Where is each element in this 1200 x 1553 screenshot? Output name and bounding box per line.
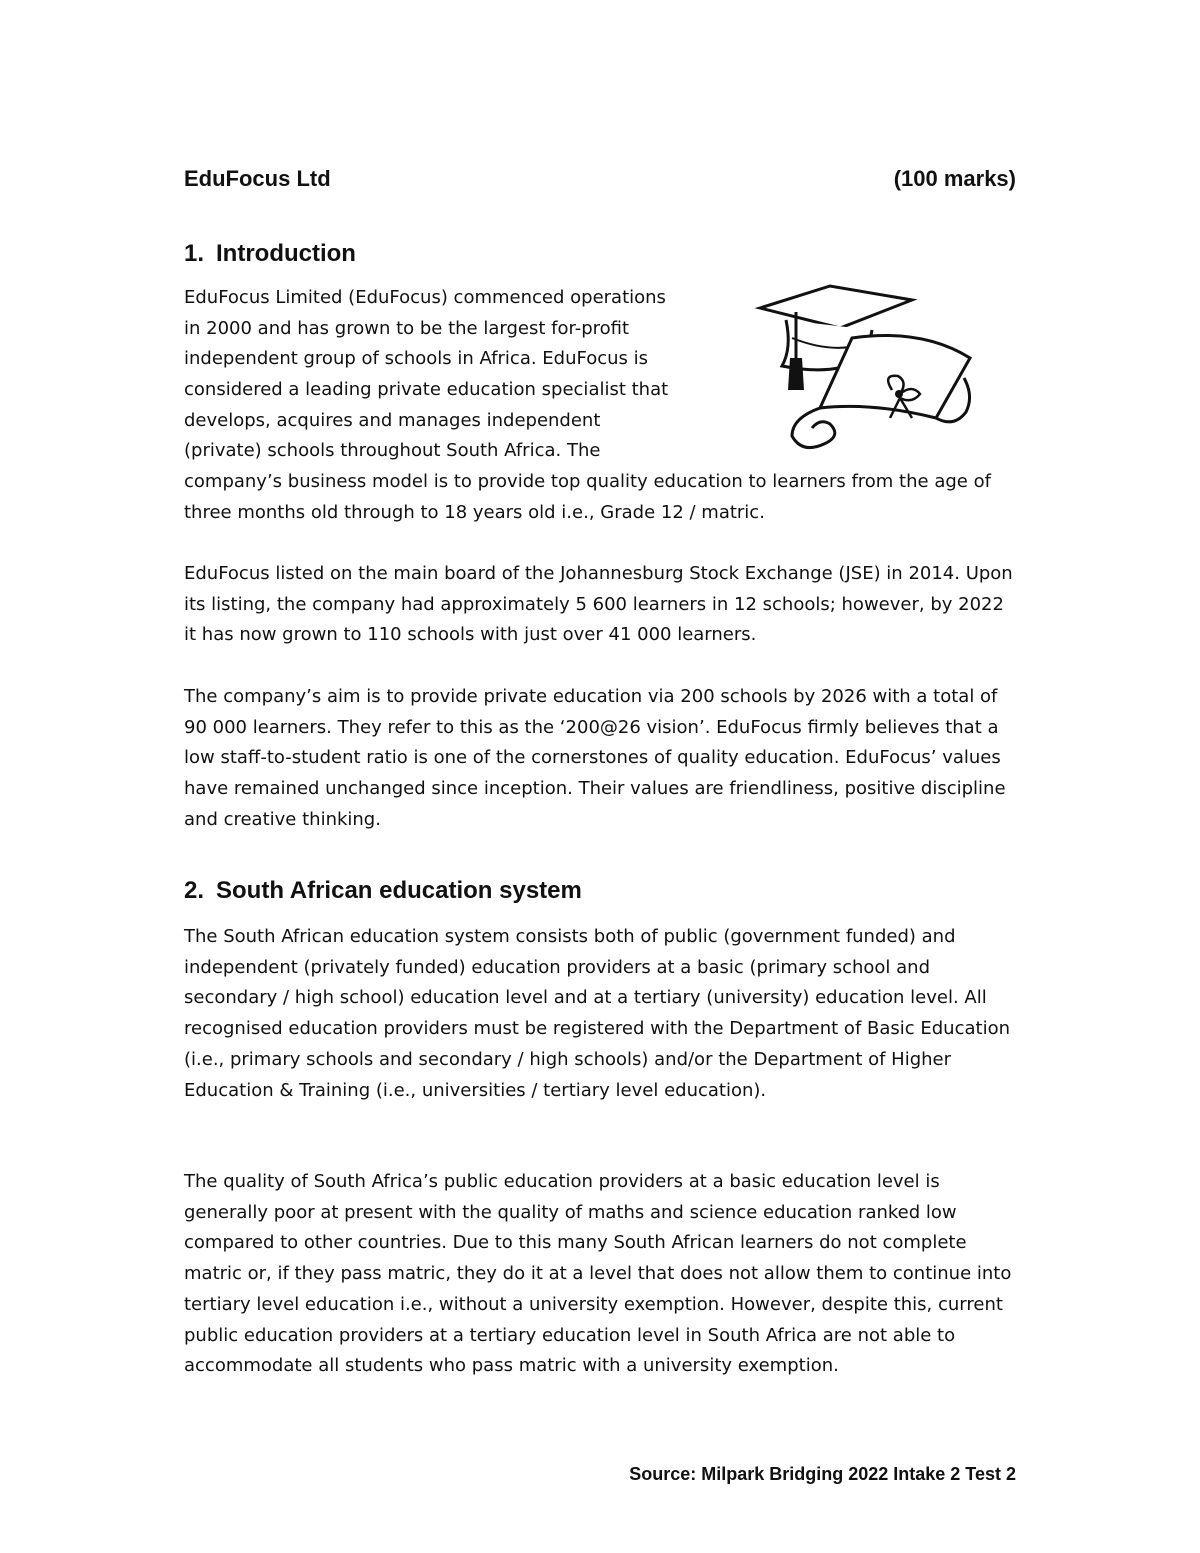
source-footer: Source: Milpark Bridging 2022 Intake 2 Test 2 [629,1464,1016,1484]
section-number: 1. [184,240,205,267]
education-paragraph: The quality of South Africa’s public education providers at a basic education level is generally poor at present with the quality of maths and science education ranked low compared to other countries. Due to this many South African learners do not complete matric or, if they pass matric, they do it at a level that does not allow them to continue into tertiary level education i.e., without a university exemption. However, despite this, current public education providers at a tertiary education level in South Africa are not able to accommodate all students who pass matric with a university exemption. [184,1171,1012,1377]
intro-paragraph: EduFocus listed on the main board of the Johannesburg Stock Exchange (JSE) in 2014. Upon its listing, the company had approximately 5 600 learners in 12 schools; however, by 2022 it has now grown to 110 schools with just over 41 000 learners. [184,563,1013,646]
document-header [184,166,1016,196]
company-title: EduFocus Ltd [184,166,331,191]
section-heading-education-system [184,877,582,905]
intro-line: considered a leading private education specialist that [184,379,669,400]
section-heading-introduction [184,240,356,268]
section-number: 2. [184,877,205,904]
intro-line: develops, acquires and manages independent [184,410,601,431]
intro-line: EduFocus Limited (EduFocus) commenced operations [184,287,666,308]
intro-line: in 2000 and has grown to be the largest for-profit [184,318,630,339]
section-title: South African education system [216,877,582,904]
intro-paragraph: The company’s aim is to provide private education via 200 schools by 2026 with a total of 90 000 learners. They refer to this as the ‘200@26 vision’. EduFocus firmly believes that a low staff-to-student ratio is one of the cornerstones of quality education. EduFocus’ values have remained unchanged since inception. Their values are friendliness, positive discipline and creative thinking. [184,686,1006,830]
intro-line: independent group of schools in Africa. EduFocus is [184,348,649,369]
section-title: Introduction [216,240,356,267]
intro-continued: company’s business model is to provide top quality education to learners from the age of three months old through to 18 years old i.e., Grade 12 / matric. [184,471,991,523]
graduation-cap-diploma-icon [752,278,1002,458]
education-paragraph: The South African education system consists both of public (government funded) and independent (privately funded) education providers at a basic (primary school and secondary / high school) education level and at a tertiary (university) education level. All recognised education providers must be registered with the Department of Basic Education (i.e., primary schools and secondary / high schools) and/or the Department of Higher Education & Training (i.e., universities / tertiary level education). [184,926,1010,1101]
intro-line: (private) schools throughout South Africa. The [184,440,601,461]
marks-label: (100 marks) [893,166,1016,191]
